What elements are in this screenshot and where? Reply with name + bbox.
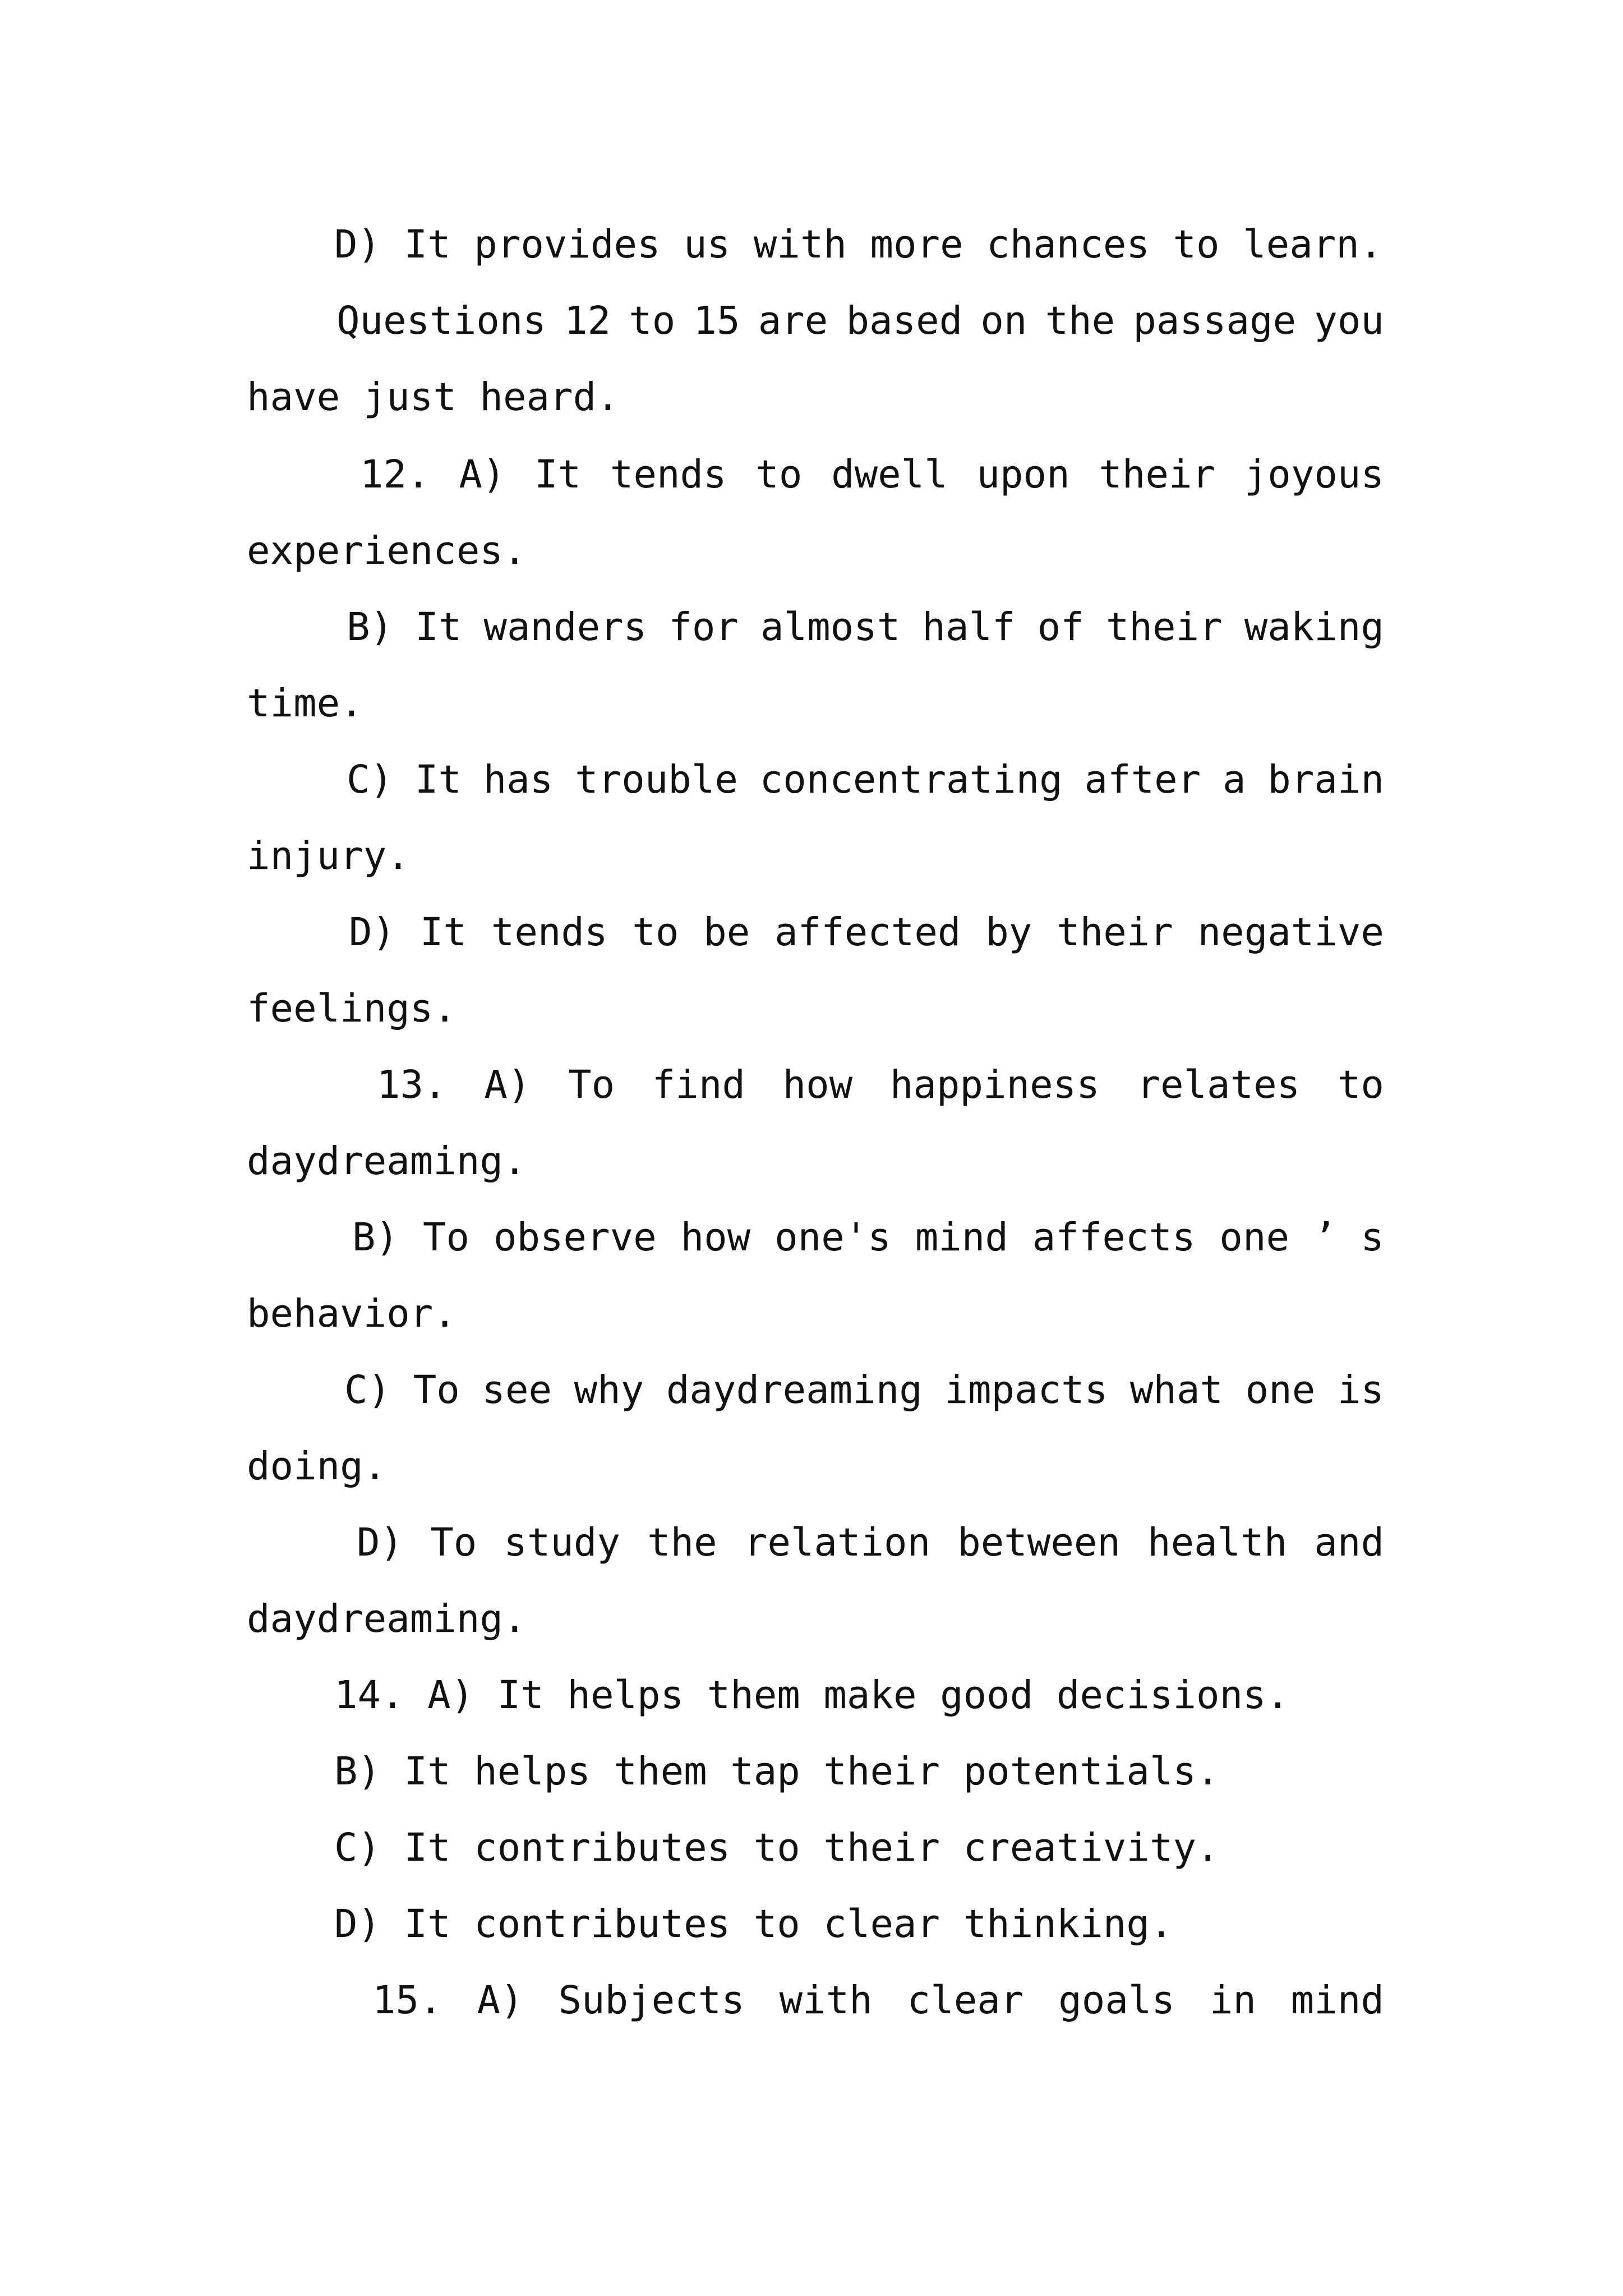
option-15-a: 15. A) Subjects with clear goals in mind — [372, 1978, 1384, 2023]
option-14-d: D) It contributes to clear thinking. — [334, 1902, 1173, 1947]
option-13-b: B) To observe how one's mind affects one ’ s — [352, 1215, 1384, 1260]
option-13-b-cont: behavior. — [247, 1291, 457, 1336]
option-14-a: 14. A) It helps them make good decisions. — [334, 1673, 1290, 1718]
option-12-a-cont: experiences. — [247, 528, 527, 573]
option-12-d: D) It tends to be affected by their negative — [349, 910, 1384, 955]
option-12-d-cont: feelings. — [247, 986, 457, 1031]
option-12-b: B) It wanders for almost half of their waking — [347, 605, 1384, 650]
option-11-d: D) It provides us with more chances to learn. — [334, 222, 1383, 267]
option-12-b-cont: time. — [247, 681, 363, 726]
section-instruction-cont: have just heard. — [247, 375, 620, 420]
option-12-c: C) It has trouble concentrating after a brain — [347, 757, 1384, 802]
option-14-c: C) It contributes to their creativity. — [334, 1825, 1220, 1870]
option-13-d-cont: daydreaming. — [247, 1596, 527, 1641]
option-13-c-cont: doing. — [247, 1444, 387, 1489]
option-13-d: D) To study the relation between health and — [357, 1520, 1384, 1565]
section-instruction: Questions 12 to 15 are based on the passage you — [336, 298, 1384, 343]
option-13-c: C) To see why daydreaming impacts what one is — [344, 1368, 1384, 1412]
option-13-a-cont: daydreaming. — [247, 1139, 527, 1184]
option-13-a: 13. A) To find how happiness relates to — [377, 1062, 1384, 1107]
option-12-c-cont: injury. — [247, 834, 410, 878]
option-14-b: B) It helps them tap their potentials. — [334, 1749, 1220, 1794]
option-12-a: 12. A) It tends to dwell upon their joyous — [360, 452, 1384, 497]
